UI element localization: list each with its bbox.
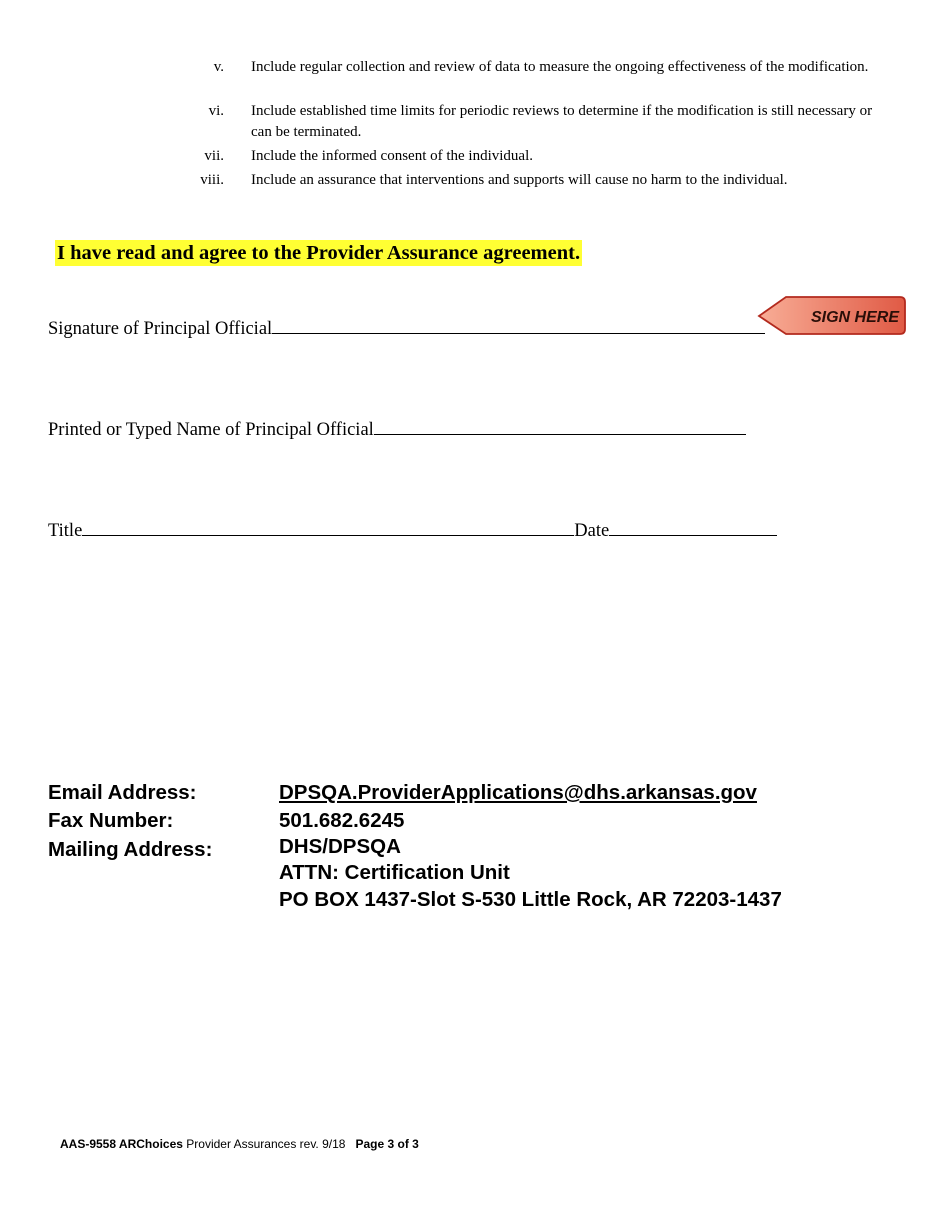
list-item-text: Include an assurance that interventions and supports will cause no harm to the individual. bbox=[251, 172, 788, 188]
list-item-number: viii. bbox=[200, 172, 224, 188]
mailing-label: Mailing Address: bbox=[48, 838, 213, 861]
mailing-line-3: PO BOX 1437-Slot S-530 Little Rock, AR 72203-1437 bbox=[279, 888, 782, 911]
printed-name-label: Printed or Typed Name of Principal Official bbox=[48, 420, 374, 440]
form-id: AAS-9558 ARChoices bbox=[60, 1137, 183, 1151]
list-item bbox=[0, 146, 950, 170]
printed-name-field[interactable] bbox=[48, 417, 746, 441]
mailing-line-2: ATTN: Certification Unit bbox=[279, 861, 510, 884]
email-label: Email Address: bbox=[48, 781, 197, 804]
list-item-number: vi. bbox=[208, 103, 224, 119]
signature-field[interactable] bbox=[48, 316, 765, 340]
agreement-statement: I have read and agree to the Provider Assurance agreement. bbox=[57, 242, 581, 264]
signature-line[interactable] bbox=[272, 316, 765, 334]
date-label: Date bbox=[574, 521, 610, 541]
fax-number: 501.682.6245 bbox=[279, 809, 405, 832]
list-item bbox=[0, 101, 950, 146]
sign-here-tag bbox=[757, 295, 907, 337]
printed-name-line[interactable] bbox=[374, 417, 746, 435]
page-footer bbox=[60, 1137, 419, 1151]
title-date-field[interactable] bbox=[48, 518, 777, 542]
list-item-number: vii. bbox=[204, 148, 224, 164]
form-name: Provider Assurances rev. 9/18 bbox=[182, 1137, 346, 1151]
fax-label: Fax Number: bbox=[48, 809, 174, 832]
page-number: Page 3 of 3 bbox=[355, 1137, 419, 1151]
mailing-line-1: DHS/DPSQA bbox=[279, 835, 401, 858]
title-line[interactable] bbox=[82, 518, 574, 536]
email-link[interactable]: DPSQA.ProviderApplications@dhs.arkansas.gov bbox=[279, 781, 757, 804]
sign-here-label: SIGN HERE bbox=[810, 309, 900, 326]
list-item bbox=[0, 170, 950, 192]
requirements-list bbox=[0, 57, 950, 192]
list-item-text: Include established time limits for periodic reviews to determine if the modification is still necessary or can be terminated. bbox=[251, 103, 873, 140]
list-item-text: Include the informed consent of the individual. bbox=[251, 148, 534, 164]
list-item bbox=[0, 57, 950, 101]
list-item-number: v. bbox=[213, 59, 224, 75]
title-label: Title bbox=[48, 521, 83, 541]
list-item-text: Include regular collection and review of data to measure the ongoing effectiveness of the modification. bbox=[251, 59, 869, 75]
date-line[interactable] bbox=[609, 518, 777, 536]
signature-label: Signature of Principal Official bbox=[48, 319, 273, 339]
